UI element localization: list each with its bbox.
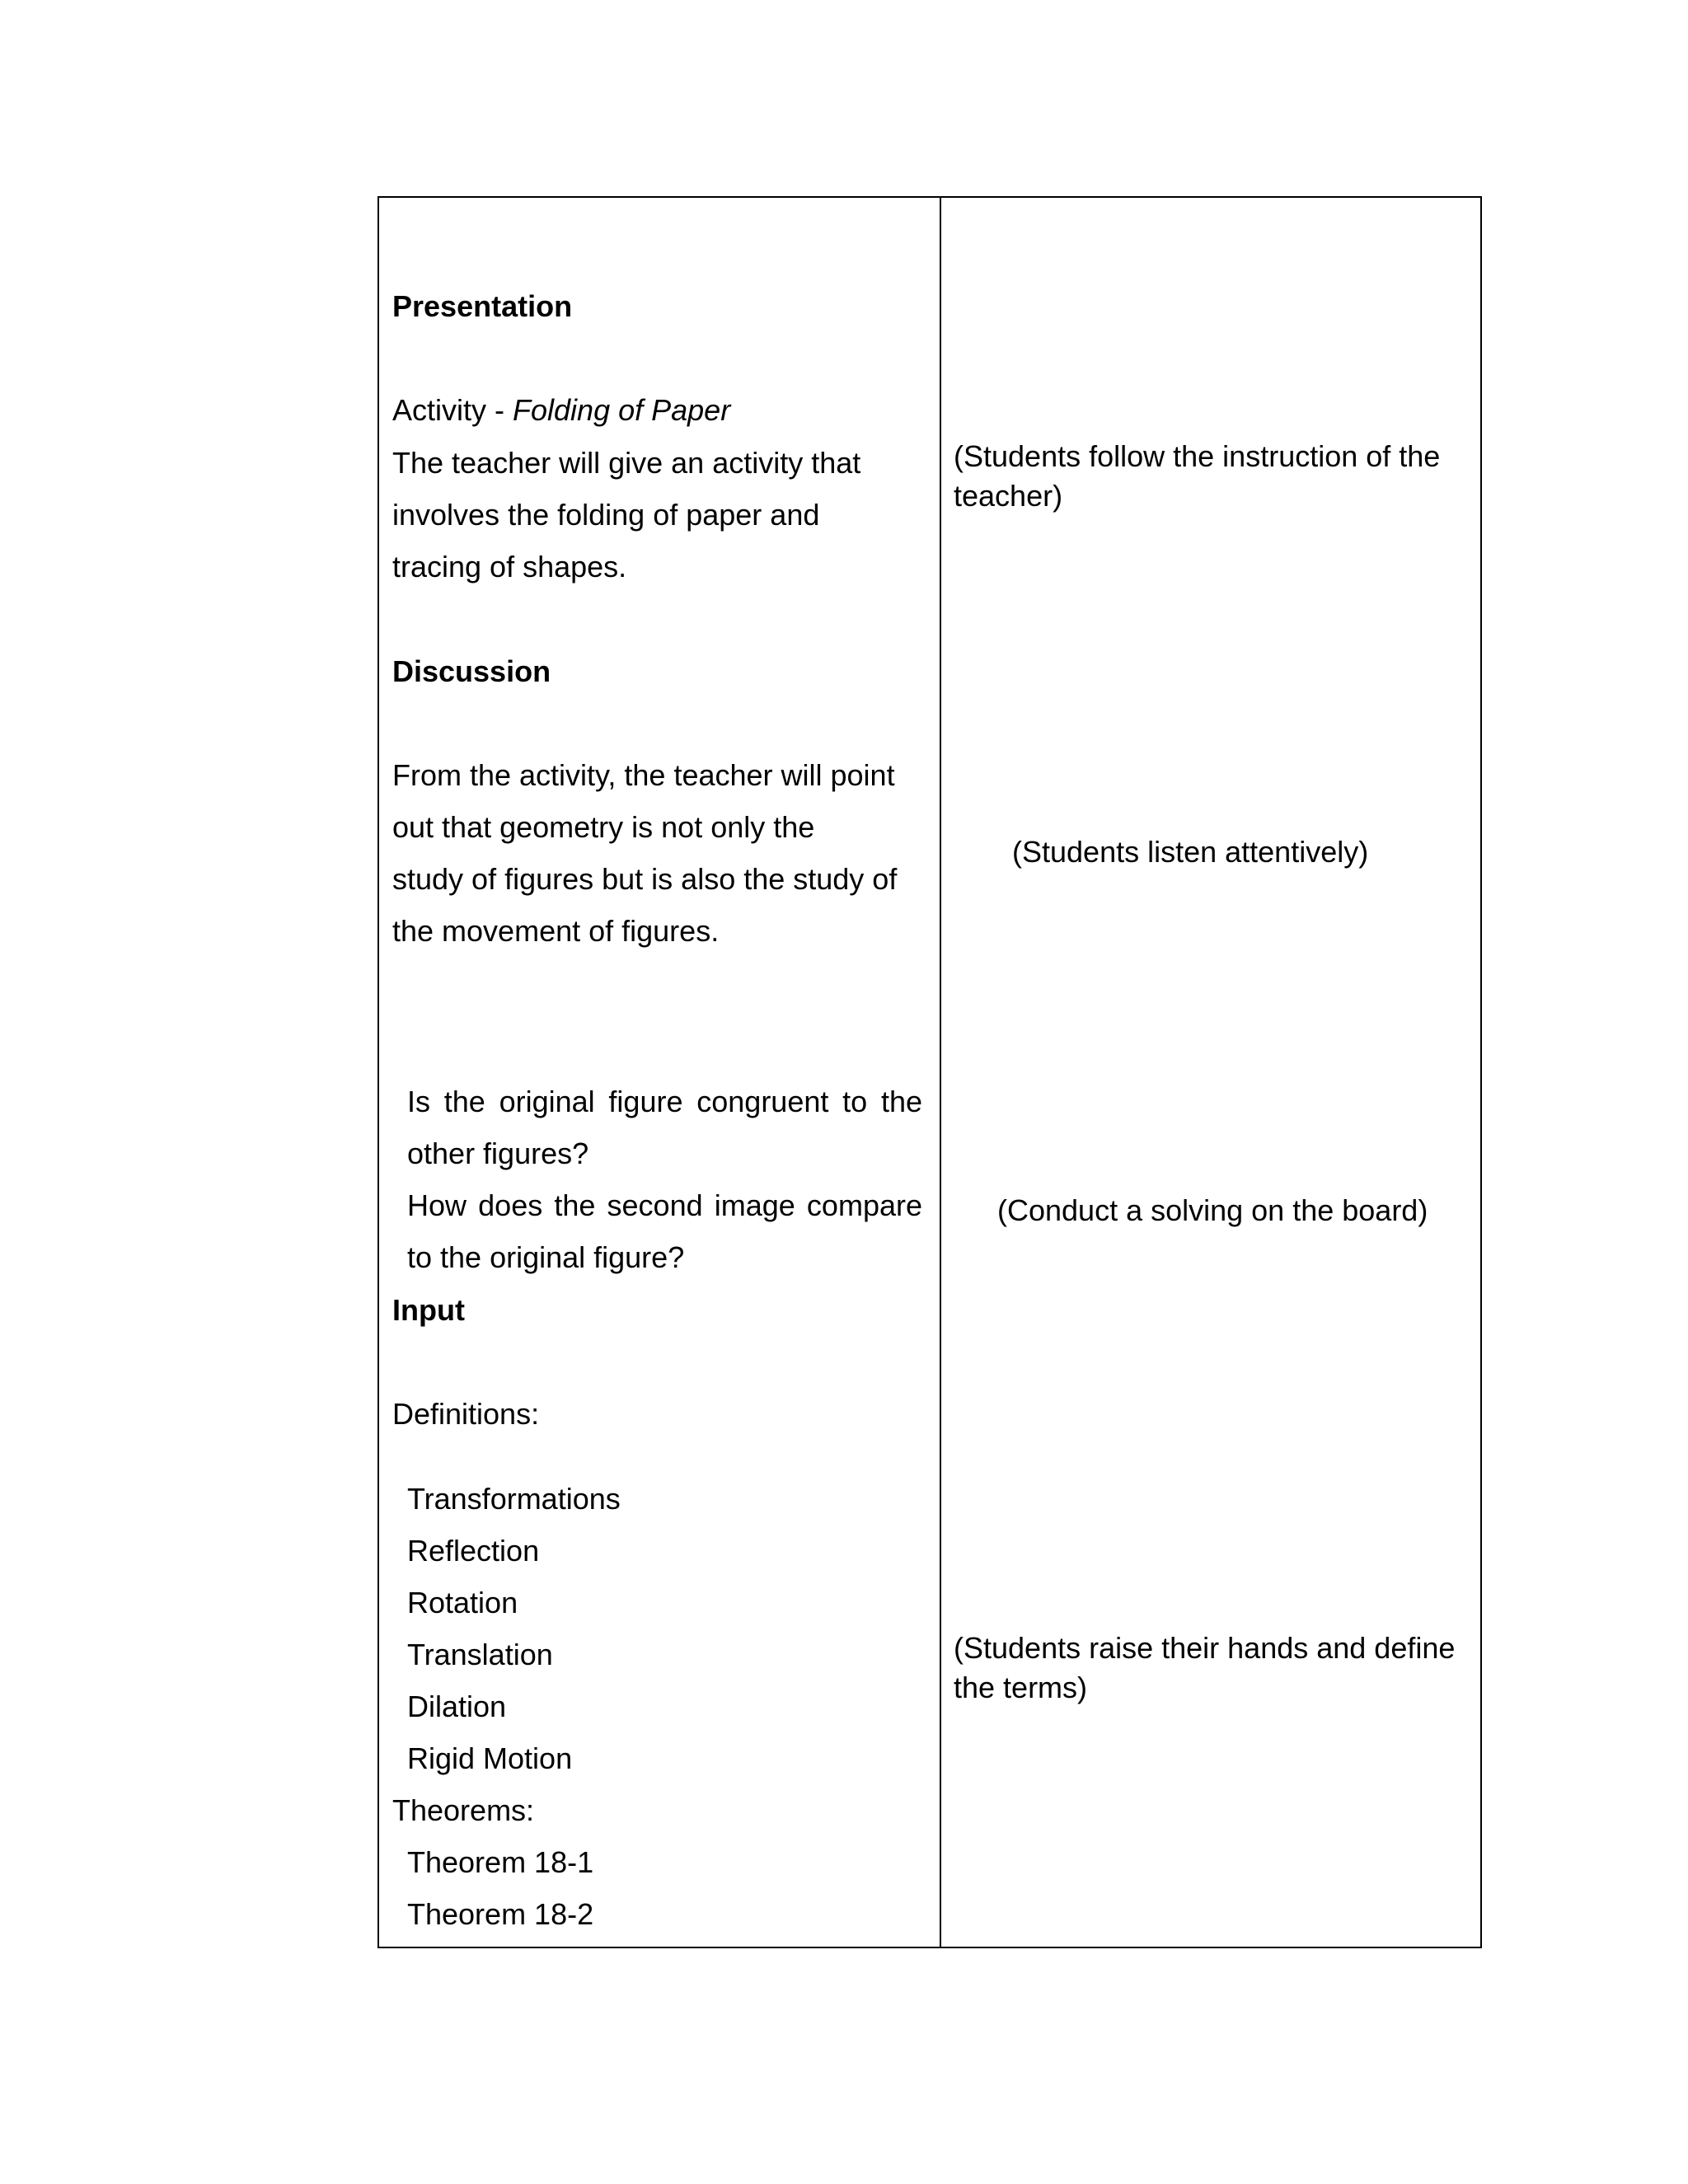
definition-item: Dilation <box>407 1690 507 1723</box>
activity-text-line: The teacher will give an activity that <box>392 446 861 480</box>
question-line: other figures? <box>407 1137 589 1170</box>
discussion-text-line: study of figures but is also the study of <box>392 862 898 896</box>
follow-instruction-line: (Students follow the instruction of the <box>954 439 1441 473</box>
discussion-text-line: From the activity, the teacher will point <box>392 758 895 792</box>
input-heading: Input <box>392 1293 465 1327</box>
activity-label: Activity - <box>392 393 513 427</box>
question-line: How does the second image compare <box>407 1188 922 1222</box>
follow-instruction-line: teacher) <box>954 479 1063 513</box>
raise-hands-line: the terms) <box>954 1671 1088 1704</box>
definition-item: Translation <box>407 1638 553 1671</box>
definition-item: Reflection <box>407 1534 540 1568</box>
activity-text-line: involves the folding of paper and <box>392 498 820 532</box>
theorems-label: Theorems: <box>392 1793 535 1827</box>
lesson-plan-table <box>377 196 1482 1948</box>
raise-hands-line: (Students raise their hands and define <box>954 1631 1456 1665</box>
discussion-text-line: out that geometry is not only the <box>392 810 815 844</box>
question-line: to the original figure? <box>407 1240 685 1274</box>
definitions-label: Definitions: <box>392 1397 540 1431</box>
definition-item: Rigid Motion <box>407 1741 573 1775</box>
discussion-heading: Discussion <box>392 654 551 688</box>
discussion-text-line: the movement of figures. <box>392 914 720 948</box>
definition-item: Transformations <box>407 1482 621 1516</box>
question-line: Is the original figure congruent to the <box>407 1085 922 1118</box>
solving-note: (Conduct a solving on the board) <box>997 1193 1428 1227</box>
column-divider <box>940 198 941 1947</box>
listen-note: (Students listen attentively) <box>1012 835 1369 869</box>
presentation-heading: Presentation <box>392 289 573 323</box>
activity-text-line: tracing of shapes. <box>392 550 627 583</box>
theorem-item: Theorem 18-1 <box>407 1845 594 1879</box>
activity-line <box>392 392 730 429</box>
activity-title: Folding of Paper <box>513 393 731 427</box>
definition-item: Rotation <box>407 1586 518 1619</box>
theorem-item: Theorem 18-2 <box>407 1897 594 1931</box>
